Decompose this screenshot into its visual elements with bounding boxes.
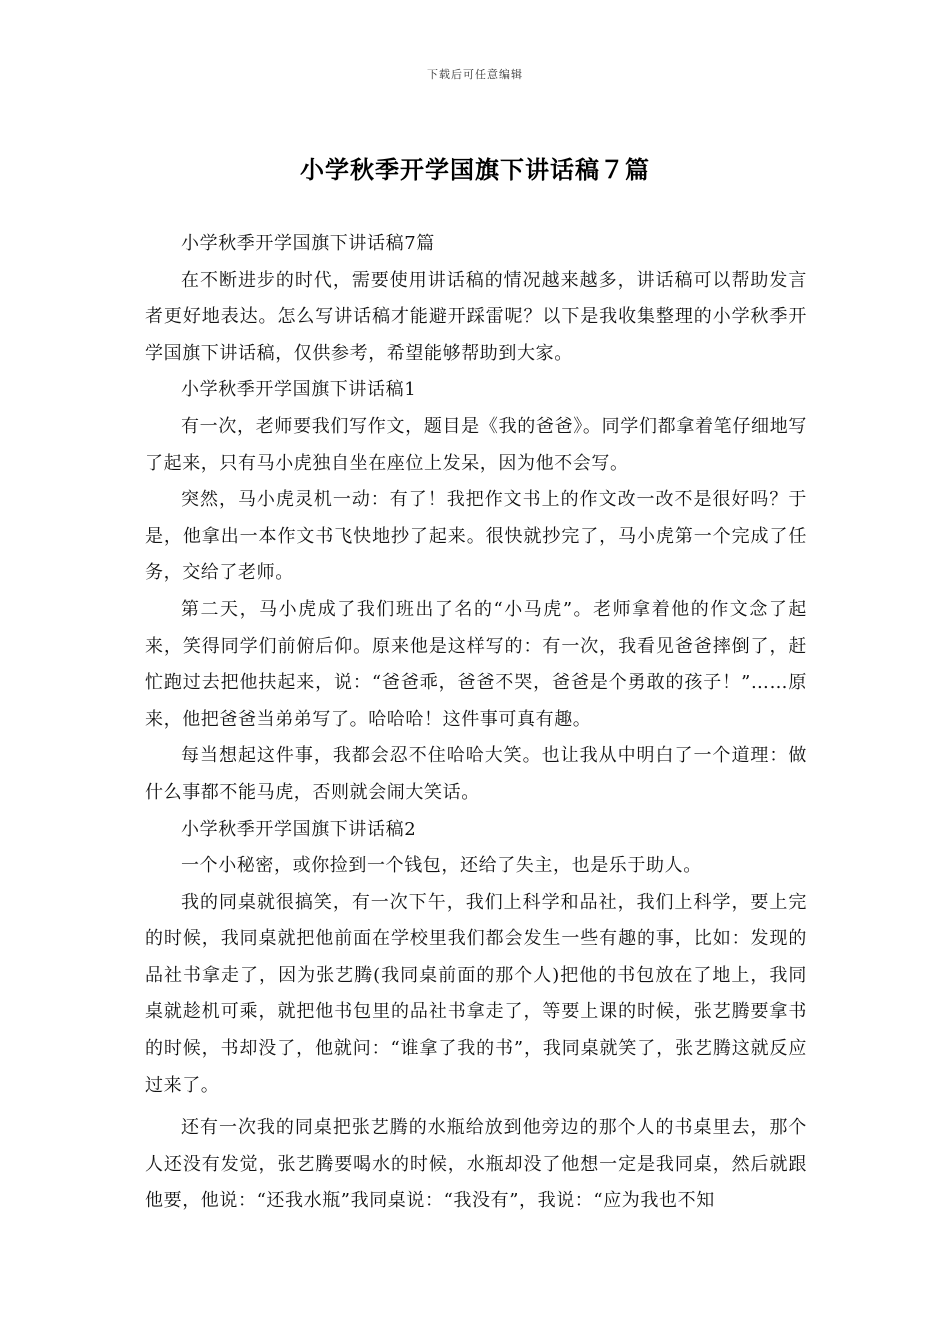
paragraph: 一个小秘密，或你捡到一个钱包，还给了失主，也是乐于助人。 — [181, 855, 702, 877]
paragraph: 每当想起这件事，我都会忍不住哈哈大笑。也让我从中明白了一个道理：做什么事都不能马虎，否则就会闹大笑话。 — [145, 745, 807, 803]
document-body — [145, 226, 807, 1220]
document-title: 小学秋季开学国旗下讲话稿７篇 — [300, 156, 650, 184]
paragraph-intro: 在不断进步的时代，需要使用讲话稿的情况越来越多，讲话稿可以帮助发言者更好地表达。怎么写讲话稿才能避开踩雷呢？以下是我收集整理的小学秋季开学国旗下讲话稿，仅供参考，希望能够帮助到大家。 — [145, 269, 807, 364]
section-heading-2: 小学秋季开学国旗下讲话稿2 — [181, 818, 417, 840]
paragraph: 有一次，老师要我们写作文，题目是《我的爸爸》。同学们都拿着笔仔细地写了起来，只有马小虎独自坐在座位上发呆，因为他不会写。 — [145, 415, 807, 474]
paragraph-subtitle: 小学秋季开学国旗下讲话稿7篇 — [181, 233, 435, 254]
paragraph: 还有一次我的同桌把张艺腾的水瓶给放到他旁边的那个人的书桌里去，那个人还没有发觉，张艺腾要喝水的时候，水瓶却没了他想一定是我同桌，然后就跟他要，他说：“还我水瓶”我同桌说：“我没有”，我说：“应为我也不知 — [145, 1117, 807, 1212]
paragraph: 第二天，马小虎成了我们班出了名的“小马虎”。老师拿着他的作文念了起来，笑得同学们前俯后仰。原来他是这样写的：有一次，我看见爸爸摔倒了，赶忙跑过去把他扶起来，说：“爸爸乖，爸爸不哭，爸爸是个勇敢的孩子！”……原来，他把爸爸当弟弟写了。哈哈哈！这件事可真有趣。 — [145, 598, 807, 730]
header-note: 下载后可任意编辑 — [427, 68, 523, 81]
paragraph: 突然，马小虎灵机一动：有了！我把作文书上的作文改一改不是很好吗？于是，他拿出一本作文书飞快地抄了起来。很快就抄完了，马小虎第一个完成了任务，交给了老师。 — [145, 489, 807, 584]
section-heading-1: 小学秋季开学国旗下讲话稿1 — [181, 379, 417, 401]
paragraph: 我的同桌就很搞笑，有一次下午，我们上科学和品社，我们上科学，要上完的时候，我同桌就把他前面在学校里我们都会发生一些有趣的事，比如：发现的品社书拿走了，因为张艺腾(我同桌前面的那个人)把他的书包放在了地上，我同桌就趁机可乘，就把他书包里的品社书拿走了，等要上课的时候，张艺腾要拿书的时候，书却没了，他就问：“谁拿了我的书”，我同桌就笑了，张艺腾这就反应过来了。 — [145, 891, 807, 1096]
